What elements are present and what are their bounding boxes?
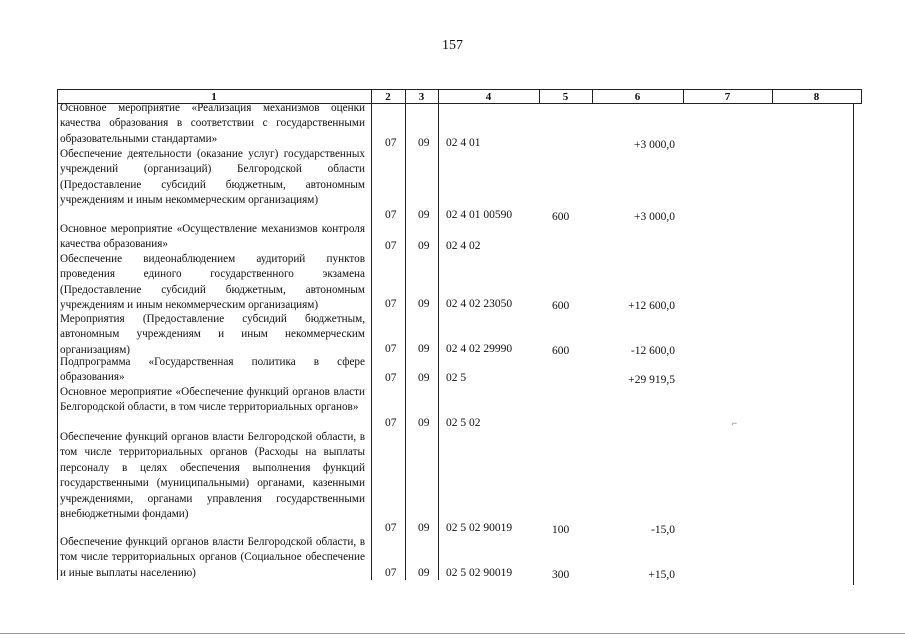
target-article-code: 02 4 02	[446, 240, 481, 252]
subsection-code: 09	[418, 567, 430, 579]
column-header: 6	[634, 91, 641, 103]
column-divider	[371, 89, 372, 580]
subsection-code: 09	[418, 417, 430, 429]
target-article-code: 02 4 02 23050	[446, 298, 513, 310]
section-code: 07	[385, 209, 397, 221]
column-divider	[853, 103, 854, 585]
subsection-code: 09	[418, 240, 430, 252]
expense-type-code: 300	[552, 569, 570, 581]
page-number: 157	[442, 38, 463, 53]
column-divider	[405, 89, 406, 580]
row-description: Обеспечение функций органов власти Белгородской области, в том числе территориальных органов (Социальное обеспечение и иные выплаты населению)	[60, 536, 365, 579]
amount-change: +15,0	[648, 569, 675, 581]
row-description: Основное мероприятие «Осуществление механизмов контроля качества образования»	[60, 223, 365, 251]
target-article-code: 02 4 01	[446, 137, 481, 149]
row-description: Обеспечение видеонаблюдением аудиторий пунктов проведения единого государственного экзамена (Предоставление субсидий бюджетным, автономным учреждениям и иным некоммерческим организациям)	[60, 253, 365, 312]
column-header: 8	[813, 91, 820, 103]
target-article-code: 02 5 02	[446, 417, 481, 429]
section-code: 07	[385, 298, 397, 310]
subsection-code: 09	[418, 137, 430, 149]
table-top-border	[57, 89, 862, 90]
expense-type-code: 600	[552, 345, 570, 357]
target-article-code: 02 5 02 90019	[446, 567, 513, 579]
scan-mark: ⌐	[732, 418, 738, 428]
column-header: 3	[418, 91, 425, 103]
target-article-code: 02 5	[446, 372, 467, 384]
column-header: 7	[724, 91, 731, 103]
section-code: 07	[385, 417, 397, 429]
row-description: Основное мероприятие «Реализация механизмов оценки качества образования в соответствии с государственными образовательными стандартами»	[60, 102, 365, 145]
target-article-code: 02 4 02 29990	[446, 343, 513, 355]
page-bottom-edge	[0, 633, 905, 634]
column-header: 4	[485, 91, 492, 103]
target-article-code: 02 5 02 90019	[446, 522, 513, 534]
row-description: Обеспечение функций органов власти Белгородской области, в том числе территориальных органов (Расходы на выплаты персоналу в целях обеспечения выполнения функций государственными (муниципальными) органами, казенными учреждениями, органами управления государственными внебюджетными фондами)	[60, 431, 365, 521]
column-divider	[438, 89, 439, 580]
row-description: Обеспечение деятельности (оказание услуг) государственных учреждений (организаций) Белгородской области (Предоставление субсидий бюджетным, автономным учреждениям и иным некоммерческим организациям)	[60, 148, 365, 207]
section-code: 07	[385, 567, 397, 579]
column-header: 1	[211, 91, 217, 103]
expense-type-code: 600	[552, 300, 570, 312]
amount-change: -15,0	[651, 524, 675, 536]
target-article-code: 02 4 01 00590	[446, 209, 513, 221]
subsection-code: 09	[418, 209, 430, 221]
column-header: 5	[562, 91, 569, 103]
amount-change: +3 000,0	[634, 211, 675, 223]
expense-type-code: 100	[552, 524, 570, 536]
row-description: Подпрограмма «Государственная политика в сфере образования»	[60, 356, 365, 384]
section-code: 07	[385, 372, 397, 384]
subsection-code: 09	[418, 372, 430, 384]
column-divider	[861, 89, 862, 103]
column-divider	[57, 89, 58, 580]
row-description: Мероприятия (Предоставление субсидий бюджетным, автономным учреждениям и иным некоммерческим организациям)	[60, 313, 365, 356]
subsection-code: 09	[418, 522, 430, 534]
subsection-code: 09	[418, 298, 430, 310]
row-description: Основное мероприятие «Обеспечение функций органов власти Белгородской области, в том числе территориальных органов»	[60, 386, 365, 414]
amount-change: +12 600,0	[628, 300, 675, 312]
section-code: 07	[385, 137, 397, 149]
column-header: 2	[385, 91, 391, 103]
subsection-code: 09	[418, 343, 430, 355]
expense-type-code: 600	[552, 211, 570, 223]
section-code: 07	[385, 343, 397, 355]
section-code: 07	[385, 522, 397, 534]
amount-change: +29 919,5	[628, 374, 675, 386]
section-code: 07	[385, 240, 397, 252]
amount-change: -12 600,0	[630, 345, 675, 357]
amount-change: +3 000,0	[634, 139, 675, 151]
